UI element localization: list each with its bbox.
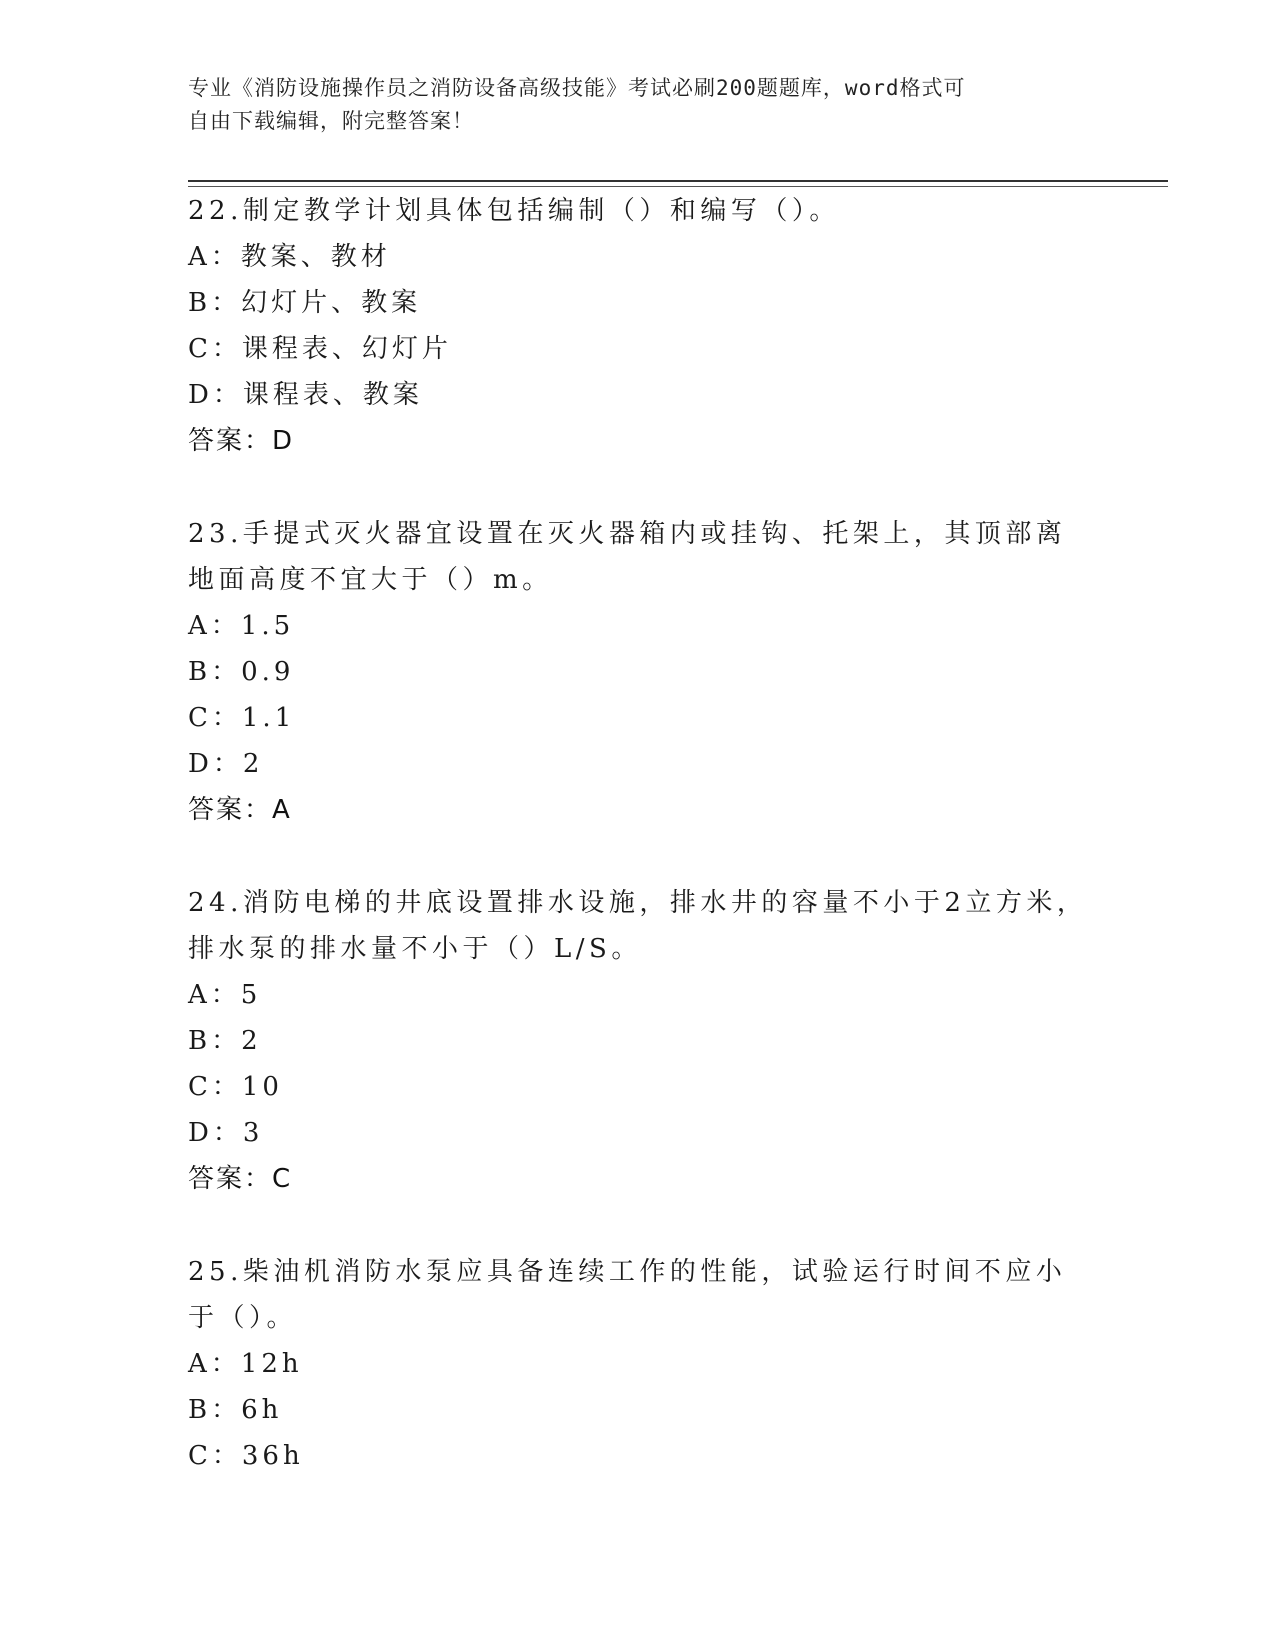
answer: 答案：C	[188, 1164, 293, 1194]
option-c: C：1.1	[188, 703, 296, 733]
header-line-1: 专业《消防设施操作员之消防设备高级技能》考试必刷200题题库，word格式可	[188, 76, 966, 100]
document-header	[188, 72, 1078, 138]
question-23	[188, 511, 1088, 833]
question-22	[188, 188, 1088, 464]
question-text: 23.手提式灭火器宜设置在灭火器箱内或挂钩、托架上，其顶部离地面高度不宜大于（）m。	[188, 519, 1067, 595]
question-text: 22.制定教学计划具体包括编制（）和编写（）。	[188, 196, 840, 226]
answer: 答案：A	[188, 795, 292, 825]
option-a: A：5	[188, 980, 262, 1010]
option-a: A：教案、教材	[188, 242, 391, 272]
question-text: 24.消防电梯的井底设置排水设施，排水井的容量不小于2立方米，排水泵的排水量不小于（）L/S。	[188, 888, 1088, 964]
question-24	[188, 880, 1088, 1202]
option-d: D：课程表、教案	[188, 380, 423, 410]
header-line-2: 自由下载编辑，附完整答案！	[188, 109, 474, 133]
option-b: B：0.9	[188, 657, 295, 687]
option-b: B：6h	[188, 1395, 283, 1425]
question-list	[188, 188, 1088, 1526]
option-b: B：2	[188, 1026, 262, 1056]
header-divider-thick	[188, 180, 1168, 182]
option-d: D：3	[188, 1118, 264, 1148]
header-divider-thin	[188, 186, 1168, 187]
question-text: 25.柴油机消防水泵应具备连续工作的性能，试验运行时间不应小于（）。	[188, 1257, 1067, 1333]
option-b: B：幻灯片、教案	[188, 288, 422, 318]
option-d: D：2	[188, 749, 264, 779]
answer: 答案：D	[188, 426, 295, 456]
option-c: C：10	[188, 1072, 283, 1102]
option-c: C：课程表、幻灯片	[188, 334, 452, 364]
option-c: C：36h	[188, 1441, 304, 1471]
option-a: A：1.5	[188, 611, 295, 641]
question-25	[188, 1249, 1088, 1479]
option-a: A：12h	[188, 1349, 303, 1379]
